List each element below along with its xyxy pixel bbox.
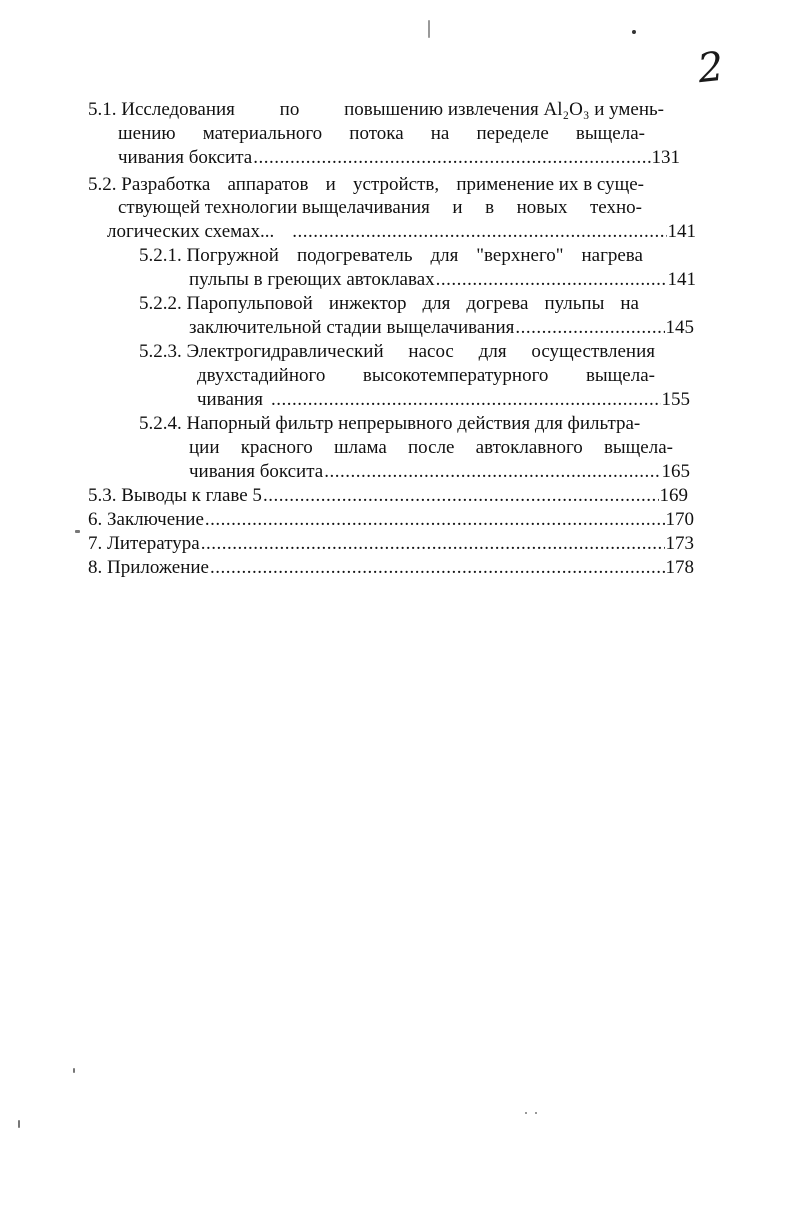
toc-entry-5-2-line-3: логических схемах... ..... 141 — [107, 220, 696, 244]
toc-entry-5-1-line-3: чивания боксита ..... 131 — [118, 146, 680, 170]
toc-entry-5-2-1-line-1: 5.2.1. Погружной подогреватель для "верхнего" нагрева — [139, 245, 643, 266]
scan-speck — [632, 30, 636, 34]
toc-entry-5-2-4-line-2: ции красного шлама после автоклавного выщела- — [189, 437, 673, 458]
handwritten-page-number: 2 — [695, 43, 726, 93]
scan-speck — [525, 1112, 527, 1114]
toc-page-number: 131 — [651, 147, 680, 168]
toc-entry-5-2-3-line-2: двухстадийного высокотемпературного выщела- — [197, 365, 655, 386]
toc-page-number: 173 — [665, 533, 694, 554]
toc-page-number: 141 — [667, 221, 696, 242]
scan-speck — [73, 1068, 75, 1073]
toc-entry-5-2-line-2: ствующей технологии выщелачивания и в новых техно- — [118, 197, 642, 218]
toc-entry-5-2-4-line-1: 5.2.4. Напорный фильтр непрерывного действия для фильтра- — [139, 413, 641, 434]
scan-speck — [75, 530, 80, 533]
toc-entry-7: 7. Литература ..... 173 — [88, 532, 694, 556]
toc-entry-8: 8. Приложение ..... 178 — [88, 556, 694, 580]
scan-speck — [428, 20, 430, 38]
toc-page-number: 170 — [665, 509, 694, 530]
toc-page-number: 145 — [665, 317, 694, 338]
toc-page-number: 165 — [661, 461, 690, 482]
toc-entry-5-1-line-1: 5.1. Исследования по повышению извлечения Al₂O₃ и умень- — [88, 99, 664, 120]
toc-entry-5-2-line-1: 5.2. Разработка аппаратов и устройств, применение их в суще- — [88, 174, 644, 195]
toc-entry-5-2-4-line-3: чивания боксита ..... 165 — [189, 460, 690, 484]
toc-entry-5-1-line-2: шению материального потока на переделе выщела- — [118, 123, 645, 144]
toc-entry-6: 6. Заключение ..... 170 — [88, 508, 694, 532]
toc-page-number: 155 — [661, 389, 690, 410]
toc-entry-5-2-3-line-3: чивания ..... 155 — [197, 388, 690, 412]
toc-entry-5-3: 5.3. Выводы к главе 5 ..... 169 — [88, 484, 688, 508]
toc-page-number: 141 — [667, 269, 696, 290]
toc-page-number: 169 — [659, 485, 688, 506]
toc-entry-5-2-2-line-2: заключительной стадии выщелачивания ..... 145 — [189, 316, 694, 340]
toc-page-number: 178 — [665, 557, 694, 578]
scan-speck — [18, 1120, 20, 1128]
toc-entry-5-2-2-line-1: 5.2.2. Паропульповой инжектор для догрева пульпы на — [139, 293, 639, 314]
scan-speck — [535, 1112, 537, 1114]
toc-entry-5-2-3-line-1: 5.2.3. Электрогидравлический насос для осуществления — [139, 341, 655, 362]
toc-entry-5-2-1-line-2: пульпы в греющих автоклавах ..... 141 — [189, 268, 696, 292]
